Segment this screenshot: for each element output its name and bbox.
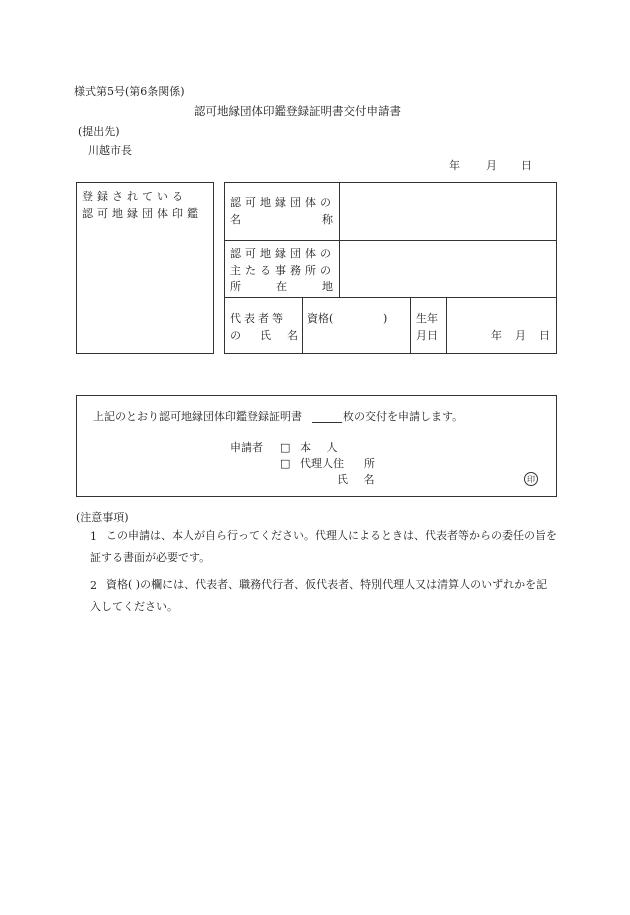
address-label-line2: 主たる事務所の — [230, 264, 335, 277]
rep-label-no: の — [230, 329, 241, 342]
request-text-after: 枚の交付を申請します。 — [343, 410, 464, 423]
office-address-field[interactable] — [341, 242, 555, 296]
info-table-label-divider — [339, 182, 340, 297]
form-number: 様式第5号(第6条関係) — [74, 85, 185, 98]
rep-label-divider — [302, 297, 303, 354]
name-label-sho: 称 — [322, 213, 333, 226]
note-2-text: 資格( )の欄には、代表者、職務代行者、仮代表者、特別代理人又は清算人のいずれかを記入してください。 — [90, 578, 548, 613]
date-day-label: 日 — [521, 159, 532, 172]
copy-count-field[interactable] — [312, 410, 342, 423]
qualification-close: ) — [383, 312, 388, 325]
qualification-divider — [410, 297, 411, 354]
agent-option-label: 代理人住 — [300, 457, 344, 470]
note-1-text: この申請は、本人が自ら行ってください。代理人によるときは、代表者等からの委任の旨を証する書面が必要です。 — [90, 529, 557, 564]
seal-box-label-line2: 認可地縁団体印鑑 — [82, 207, 202, 220]
submit-to-label: (提出先) — [78, 125, 120, 138]
name-label-na: 名 — [230, 213, 241, 226]
birth-label-line1: 生年 — [416, 312, 438, 325]
address-label-chi: 地 — [322, 280, 333, 293]
group-name-field[interactable] — [341, 184, 555, 239]
request-text-before: 上記のとおり認可地縁団体印鑑登録証明書 — [93, 410, 302, 423]
representative-field[interactable] — [304, 300, 409, 352]
birth-month-label: 月 — [515, 329, 526, 342]
birth-year-label: 年 — [491, 329, 502, 342]
submit-to: 川越市長 — [88, 144, 132, 157]
address-label-sho: 所 — [230, 280, 241, 293]
birth-label-line2: 月日 — [416, 329, 438, 342]
birth-date-field[interactable] — [448, 300, 555, 352]
address-label-line1: 認可地縁団体の — [230, 247, 335, 260]
address-label-zai: 在 — [276, 280, 287, 293]
note-2-number: 2 — [90, 579, 97, 592]
birth-label-divider — [446, 297, 447, 354]
date-month-label: 月 — [486, 159, 497, 172]
note-1-number: 1 — [90, 530, 97, 543]
info-table-row-divider-2 — [224, 297, 557, 298]
date-year-label: 年 — [449, 159, 460, 172]
name-label-line1: 認可地縁団体の — [230, 196, 335, 209]
applicant-label: 申請者 — [230, 441, 263, 454]
applicant-name-label: 氏 名 — [337, 473, 381, 486]
rep-label-shi: 氏 — [260, 329, 271, 342]
seal-stamp-icon: 印 — [524, 472, 538, 486]
notes-heading: (注意事項) — [76, 511, 129, 524]
qualification-open: 資格( — [307, 312, 334, 325]
birth-day-label: 日 — [539, 329, 550, 342]
self-option-label: 本 人 — [300, 441, 344, 454]
info-table-row-divider-1 — [224, 240, 557, 241]
agent-checkbox[interactable]: □ — [280, 457, 291, 470]
self-checkbox[interactable]: □ — [280, 441, 291, 454]
rep-label-line1: 代表者等 — [230, 312, 286, 325]
agent-address-suffix: 所 — [364, 457, 375, 470]
rep-label-mei: 名 — [287, 329, 298, 342]
form-title: 認可地縁団体印鑑登録証明書交付申請書 — [194, 104, 401, 118]
seal-box-label-line1: 登録されている — [82, 190, 187, 203]
